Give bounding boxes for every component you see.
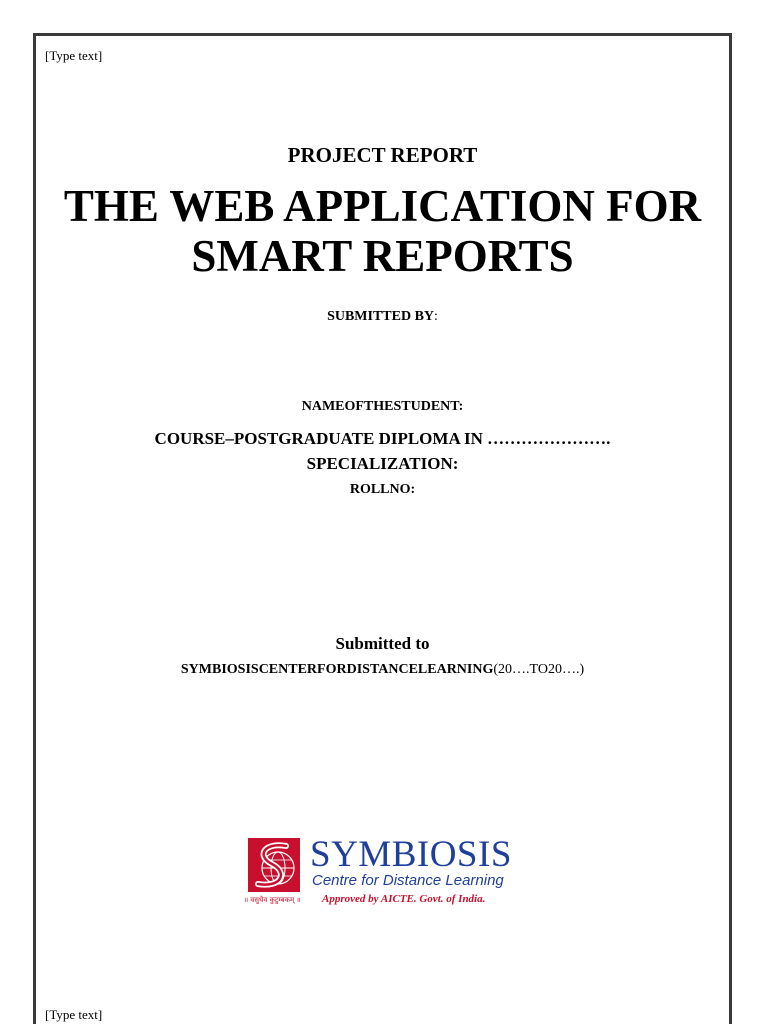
logo-subtitle: Centre for Distance Learning: [312, 872, 504, 889]
submitted-by-label: [36, 309, 729, 325]
rollno-field: ROLLNO:: [349, 482, 416, 497]
student-name-field: NAMEOFTHESTUDENT:: [301, 399, 464, 414]
report-title-line1: THE WEB APPLICATION FOR: [63, 181, 702, 231]
page-header[interactable]: [Type text]: [45, 48, 103, 63]
page-footer[interactable]: [Type text]: [45, 1007, 103, 1022]
submitted-to-label: Submitted to: [335, 634, 430, 653]
report-label: PROJECT REPORT: [287, 143, 478, 167]
logo-wordmark: SYMBIOSIS: [310, 834, 512, 875]
course-field: COURSE–POSTGRADUATE DIPLOMA IN ………………….: [154, 429, 611, 448]
institution-years: (20….TO20….): [493, 662, 585, 677]
symbiosis-emblem-icon: [248, 838, 300, 892]
logo-approval: Approved by AICTE. Govt. of India.: [322, 893, 486, 905]
symbiosis-logo: [244, 836, 534, 916]
report-title: [36, 181, 729, 281]
submitted-by-colon: :: [434, 309, 438, 324]
document-page: [33, 33, 732, 1024]
institution-name: SYMBIOSISCENTERFORDISTANCELEARNING: [180, 662, 494, 677]
report-title-line2: SMART REPORTS: [191, 231, 574, 281]
submitted-by-text: SUBMITTED BY: [327, 309, 435, 324]
institution-line: [36, 662, 729, 678]
logo-motto: ॥ वसुधैव कुटुम्बकम् ॥: [244, 896, 301, 904]
specialization-field: SPECIALIZATION:: [306, 454, 459, 473]
